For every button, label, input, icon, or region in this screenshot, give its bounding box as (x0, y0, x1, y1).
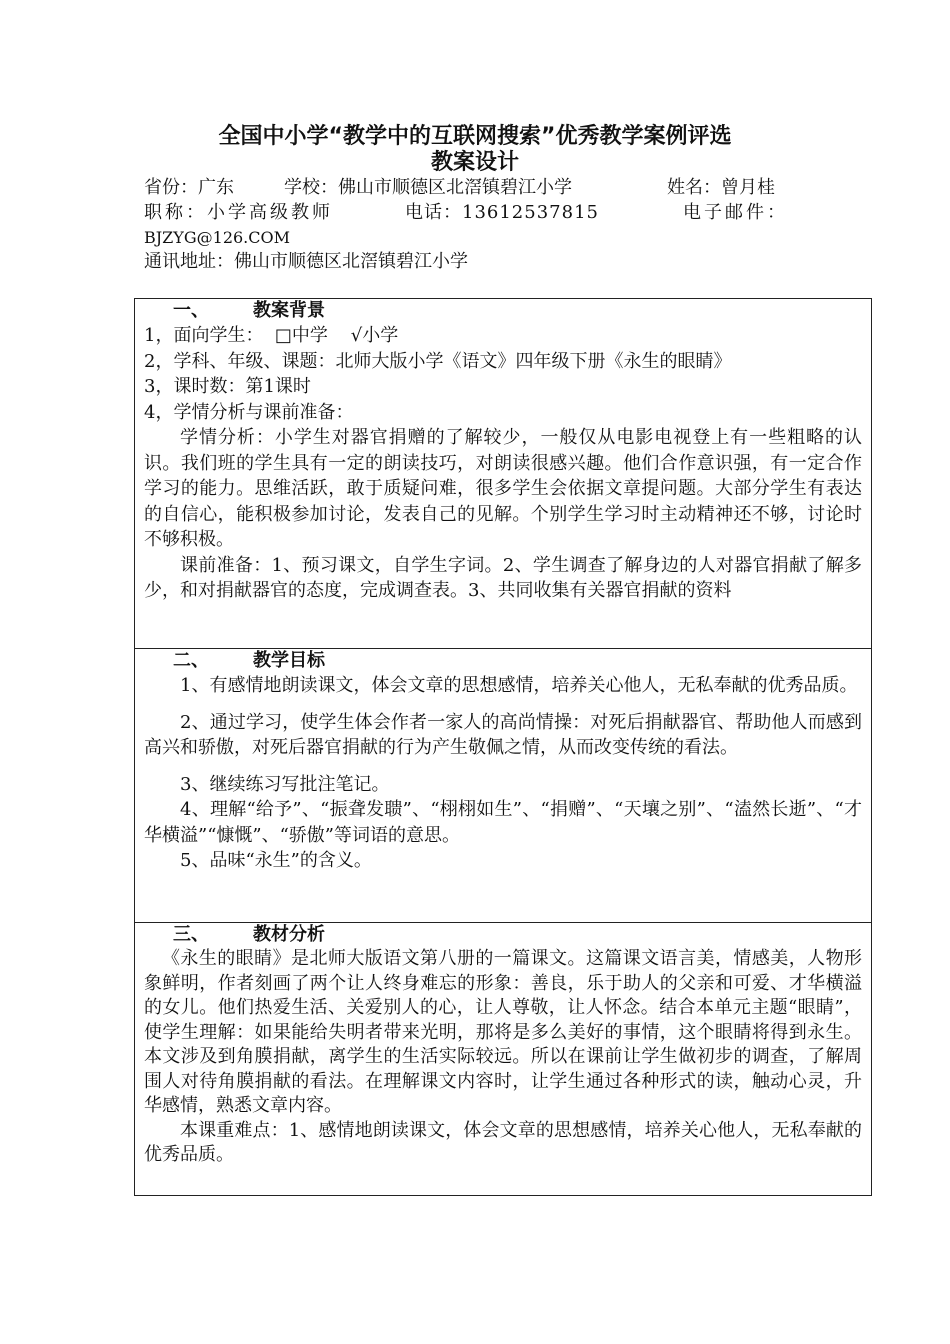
info-line-2 (144, 201, 788, 225)
section-heading (144, 299, 862, 323)
province-field: 省份：广东 (144, 177, 234, 198)
class-preparation: 课前准备：1、预习课文，自学生字词。2、学生调查了解身边的人对器官捐献了解多少，和对捐献器官的态度，完成调查表。3、共同收集有关器官捐献的资料 (144, 554, 862, 601)
document-subtitle: 教案设计 (430, 150, 519, 175)
student-analysis: 学情分析：小学生对器官捐赠的了解较少，一般仅从电影电视登上有一些粗略的认识。我们班的学生具有一定的朗读技巧，对朗读很感兴趣。他们合作意识强，有一定合作学习的能力。思维活跃，敢于质疑问难，很多学生会依据文章提问题。大部分学生有表达的自信心，能积极参加讨论，发表自己的见解。个别学生学习时主动精神还不够，讨论时不够积极。 (144, 427, 862, 550)
goal-item: 5、品味“永生”的含义。 (180, 850, 372, 871)
section-number: 三、 (173, 924, 209, 945)
key-points-paragraph: 本课重难点：1、感情地朗读课文，体会文章的思想感情，培养关心他人，无私奉献的优秀品质。 (144, 1119, 862, 1165)
section-title: 教学目标 (253, 650, 325, 671)
goal-item: 4、理解“给予”、“振聋发聩”、“栩栩如生”、“捐赠”、“天壤之别”、“溘然长逝”、“才华横溢”“慷慨”、“骄傲”等词语的意思。 (144, 799, 862, 846)
school-field: 学校：佛山市顺德区北滘镇碧江小学 (284, 177, 572, 198)
phone-field: 电话：13612537815 (405, 202, 599, 223)
material-paragraph: 《永生的眼睛》是北师大版语文第八册的一篇课文。这篇课文语言美，情感美，人物形象鲜明，作者刻画了两个让人终身难忘的形象：善良，乐于助人的父亲和可爱、才华横溢的女儿。他们热爱生活、关爱别人的心，让人尊敬，让人怀念。结合本单元主题“眼睛”，使学生理解：如果能给失明者带来光明，那将是多么美好的事情，这个眼睛将得到永生。本文涉及到角膜捐献，离学生的生活实际较远。所以在课前让学生做初步的调查，了解周围人对待角膜捐献的看法。在理解课文内容时，让学生通过各种形式的读，触动心灵，升华感情，熟悉文章内容。 (144, 948, 862, 1116)
students-line: 1，面向学生： □中学 √小学 (144, 325, 399, 346)
document-title: 全国中小学“教学中的互联网搜索”优秀教学案例评选 (218, 124, 732, 149)
subject-line: 2，学科、年级、课题：北师大版小学《语文》四年级下册《永生的眼睛》 (144, 350, 732, 372)
lesson-plan-table (134, 298, 872, 1196)
email-label: 电子邮件： (683, 202, 788, 223)
info-line-1 (144, 176, 775, 200)
section-number: 二、 (173, 650, 209, 671)
section-material-analysis (135, 923, 871, 1195)
section-goals (135, 649, 871, 923)
section-title: 教案背景 (253, 300, 325, 321)
address-field: 通讯地址：佛山市顺德区北滘镇碧江小学 (144, 251, 468, 272)
prep-heading-line: 4，学情分析与课前准备： (144, 401, 354, 423)
section-background (135, 299, 871, 649)
goal-item: 1、有感情地朗读课文，体会文章的思想感情，培养关心他人，无私奉献的优秀品质。 (180, 675, 858, 696)
name-field: 姓名：曾月桂 (667, 177, 775, 198)
goal-item: 2、通过学习，使学生体会作者一家人的高尚情操：对死后捐献器官、帮助他人而感到高兴和骄傲，对死后器官捐献的行为产生敬佩之情，从而改变传统的看法。 (144, 711, 862, 758)
rank-field: 职称：小学高级教师 (144, 202, 333, 223)
hours-line: 3，课时数：第1课时 (144, 376, 311, 397)
section-heading (144, 923, 862, 947)
section-title: 教材分析 (253, 924, 325, 945)
email-field: BJZYG@126.COM (144, 228, 290, 247)
section-number: 一、 (173, 300, 209, 321)
section-heading (144, 649, 862, 673)
goal-item: 3、继续练习写批注笔记。 (180, 773, 390, 795)
